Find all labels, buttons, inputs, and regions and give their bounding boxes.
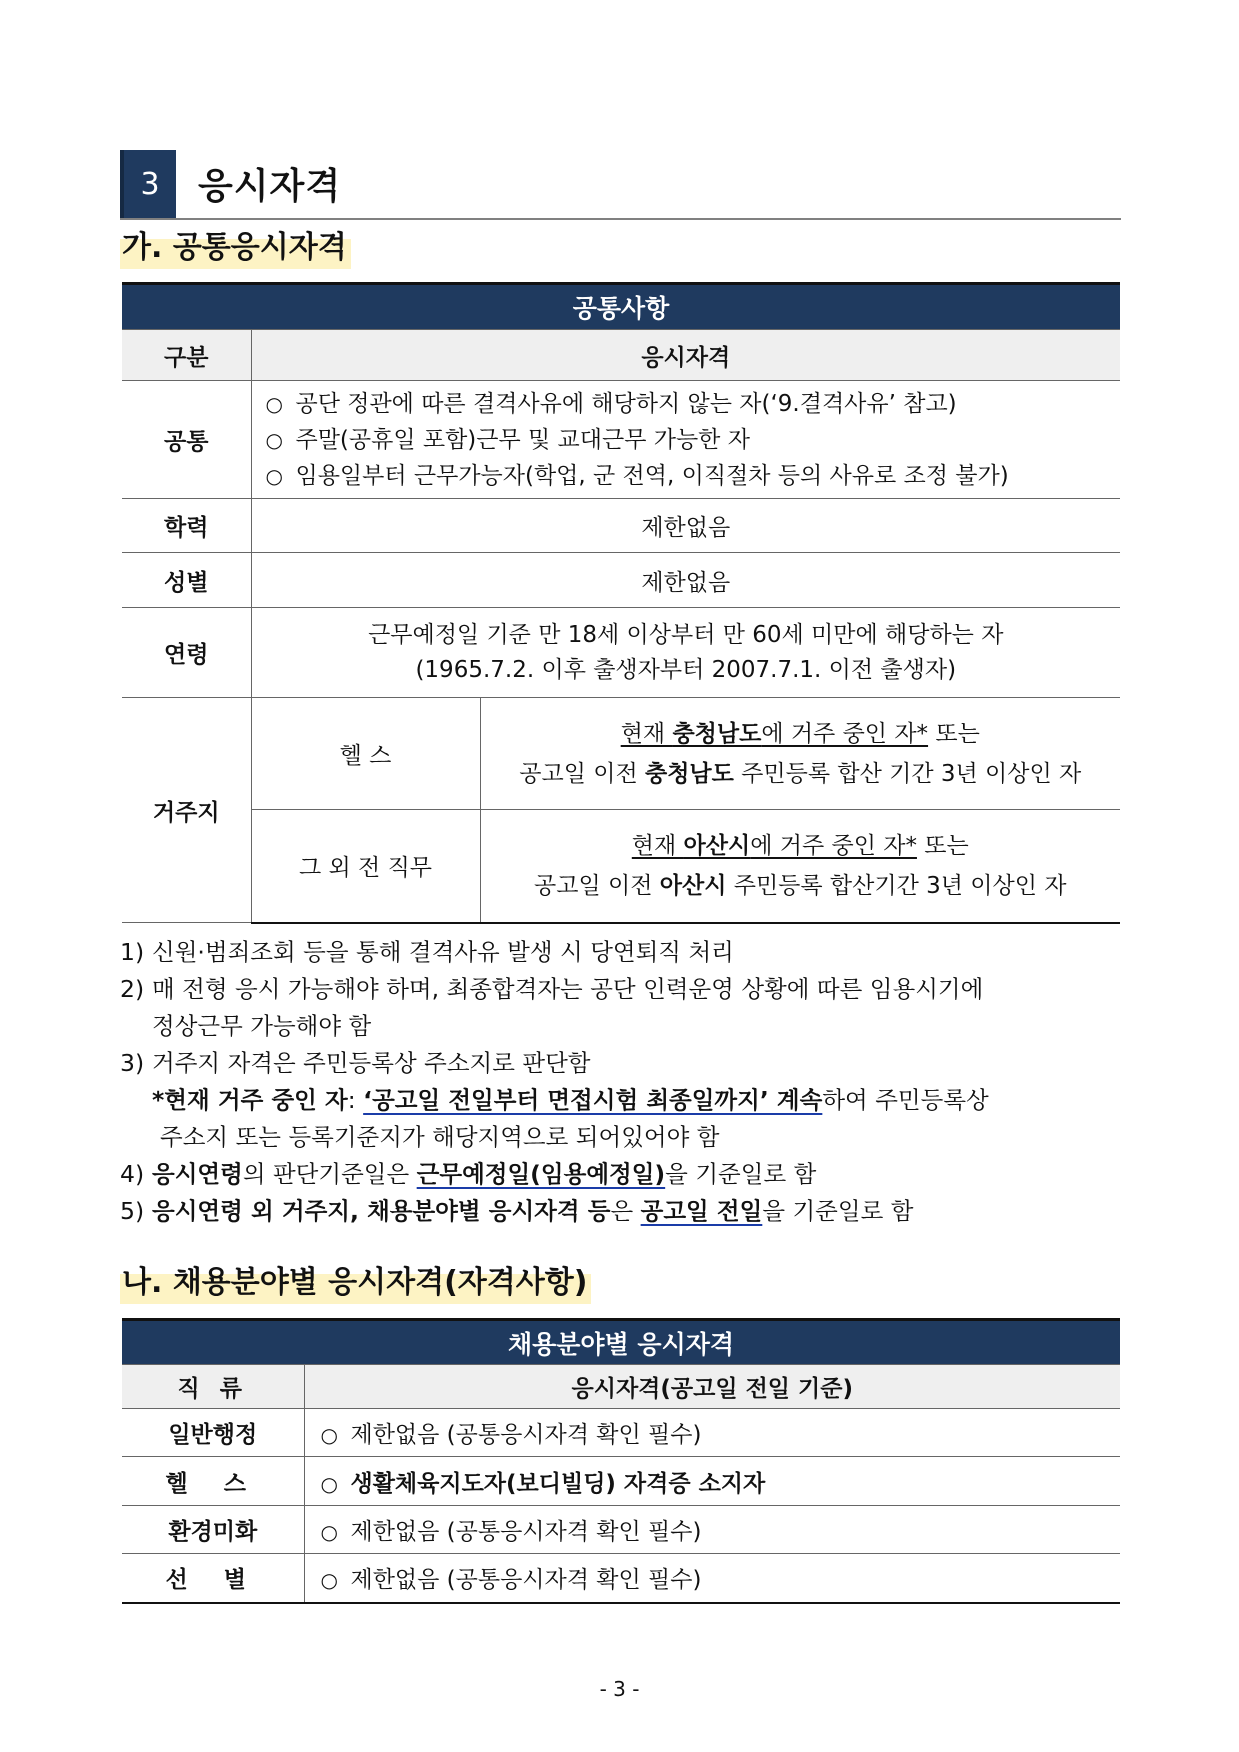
- note-text: 거주지 자격은 주민등록상 주소지로 판단함: [152, 1049, 591, 1077]
- age-line-1: 근무예정일 기준 만 18세 이상부터 만 60세 미만에 해당하는 자: [368, 621, 1004, 648]
- text: 은: [610, 1197, 641, 1225]
- note-item: [120, 1156, 1130, 1193]
- bold-text: *현재 거주 중인 자: [152, 1086, 348, 1114]
- job-label: 선 별: [165, 1567, 260, 1594]
- note-residence-definition: [120, 1082, 1130, 1119]
- job-label: 헬 스: [165, 1470, 260, 1497]
- age-line-2: (1965.7.2. 이후 출생자부터 2007.7.1. 이전 출생자): [415, 656, 957, 683]
- region-name: 아산시: [659, 872, 727, 899]
- job-value-cell: [304, 1409, 1120, 1457]
- residence-health-line-2: [481, 754, 1121, 794]
- text: 또는: [916, 832, 969, 859]
- job-value-cell: [304, 1457, 1120, 1506]
- table-caption: 공통사항: [122, 284, 1120, 330]
- column-header-category: 구분: [122, 330, 251, 381]
- note-number: 3): [120, 1049, 145, 1077]
- text: 현재: [620, 720, 673, 747]
- list-item: ○ 임용일부터 근무가능자(학업, 군 전역, 이직절차 등의 사유로 조정 불가): [266, 458, 1121, 494]
- bold-text: 응시연령 외 거주지, 채용분야별 응시자격 등: [152, 1197, 611, 1225]
- education-value: 제한없음: [251, 499, 1120, 553]
- row-label-age: 연령: [122, 608, 251, 698]
- text: 하여 주민등록상: [822, 1086, 989, 1114]
- note-item: [120, 1193, 1130, 1230]
- text: :: [347, 1086, 364, 1114]
- column-header-qualification: 응시자격: [251, 330, 1120, 381]
- column-header-qualification: 응시자격(공고일 전일 기준): [304, 1365, 1120, 1409]
- text: 의 판단기준일은: [242, 1160, 417, 1188]
- note-text: [152, 1156, 816, 1193]
- bold-text: 응시연령: [152, 1160, 243, 1188]
- field-qualification-heading: 나. 채용분야별 응시자격(자격사항): [120, 1262, 591, 1304]
- table-caption: 채용분야별 응시자격: [122, 1320, 1120, 1365]
- text: 또는: [928, 720, 980, 747]
- qualification-text: 제한없음 (공통응시자격 확인 필수): [350, 1519, 702, 1545]
- row-label-common: 공통: [122, 381, 251, 499]
- text: 주민등록 합산 기간 3년 이상인 자: [733, 760, 1082, 787]
- section-title: 응시자격: [198, 166, 342, 207]
- note-item: [120, 1045, 1130, 1082]
- note-number: 5): [120, 1197, 145, 1225]
- job-general-admin: 일반행정: [122, 1409, 304, 1457]
- bullet-icon: ○: [320, 1471, 338, 1496]
- text: 에 거주 중인 자*: [761, 720, 929, 747]
- bullet-icon: ○: [320, 1423, 338, 1447]
- residence-other-value: [480, 810, 1120, 923]
- common-items-cell: [251, 381, 1120, 499]
- job-sanitation: 환경미화: [122, 1506, 304, 1554]
- section-header: [120, 150, 1121, 220]
- region-name: 충청남도: [645, 760, 734, 787]
- job-value-cell: [304, 1554, 1120, 1603]
- underlined-bold-text: ‘공고일 전일부터 면접시험 최종일까지’ 계속: [363, 1086, 823, 1114]
- field-qualification-table: [122, 1318, 1120, 1604]
- underlined-bold-text: 공고일 전일: [640, 1197, 763, 1225]
- residence-health-line-1: [481, 714, 1121, 754]
- bullet-icon: ○: [320, 1568, 338, 1593]
- note-text: 신원·범죄조회 등을 통해 결격사유 발생 시 당연퇴직 처리: [152, 938, 734, 966]
- residence-job-other: 그 외 전 직무: [251, 810, 480, 923]
- notes-list: [120, 934, 1130, 1230]
- note-continuation: 주소지 또는 등록기준지가 해당지역으로 되어있어야 함: [160, 1123, 720, 1151]
- note-continuation: 정상근무 가능해야 함: [152, 1012, 372, 1040]
- row-label-residence: 거주지: [122, 698, 251, 923]
- text: 현재: [631, 832, 684, 859]
- underlined-text: [632, 833, 917, 859]
- list-item: ○ 공단 정관에 따른 결격사유에 해당하지 않는 자(‘9.결격사유’ 참고): [266, 386, 1121, 422]
- text: 공고일 이전: [534, 872, 660, 899]
- residence-other-line-1: [481, 826, 1121, 866]
- job-sorting: [122, 1554, 304, 1603]
- row-label-gender: 성별: [122, 553, 251, 608]
- region-name: 아산시: [683, 832, 751, 859]
- residence-other-line-2: [481, 866, 1121, 906]
- qualification-text: 제한없음 (공통응시자격 확인 필수): [350, 1567, 702, 1594]
- note-number: 1): [120, 938, 145, 966]
- note-text: [152, 1193, 913, 1230]
- list-item: ○ 주말(공휴일 포함)근무 및 교대근무 가능한 자: [266, 422, 1121, 458]
- residence-job-health: 헬 스: [251, 698, 480, 810]
- common-qualification-heading: 가. 공통응시자격: [120, 227, 351, 269]
- text: 을 기준일로 함: [665, 1160, 817, 1188]
- qualification-text: 제한없음 (공통응시자격 확인 필수): [350, 1422, 702, 1448]
- region-name: 충청남도: [672, 720, 762, 747]
- job-value-cell: [304, 1506, 1120, 1554]
- common-items-list: [252, 386, 1121, 494]
- note-item: [120, 971, 1130, 1008]
- row-label-education: 학력: [122, 499, 251, 553]
- gender-value: 제한없음: [251, 553, 1120, 608]
- common-qualification-table: [122, 282, 1120, 924]
- note-item: [120, 934, 1130, 971]
- page-number: - 3 -: [599, 1677, 640, 1701]
- note-number: 4): [120, 1160, 145, 1188]
- text: 주민등록 합산기간 3년 이상인 자: [726, 872, 1067, 899]
- underlined-bold-text: 근무예정일(임용예정일): [416, 1160, 666, 1188]
- job-health: [122, 1457, 304, 1506]
- text: 을 기준일로 함: [762, 1197, 914, 1225]
- note-text: 매 전형 응시 가능해야 하며, 최종합격자는 공단 인력운영 상황에 따른 임용시기에: [152, 975, 984, 1003]
- note-number: 2): [120, 975, 145, 1003]
- text: 에 거주 중인 자*: [750, 832, 917, 859]
- underlined-text: [621, 721, 928, 747]
- age-value: [251, 608, 1120, 698]
- residence-health-value: [480, 698, 1120, 810]
- section-number: 3: [120, 150, 176, 218]
- column-header-job: 직 류: [122, 1365, 304, 1409]
- qualification-text: 생활체육지도자(보디빌딩) 자격증 소지자: [350, 1470, 766, 1497]
- text: 공고일 이전: [519, 760, 645, 787]
- bullet-icon: ○: [320, 1520, 338, 1544]
